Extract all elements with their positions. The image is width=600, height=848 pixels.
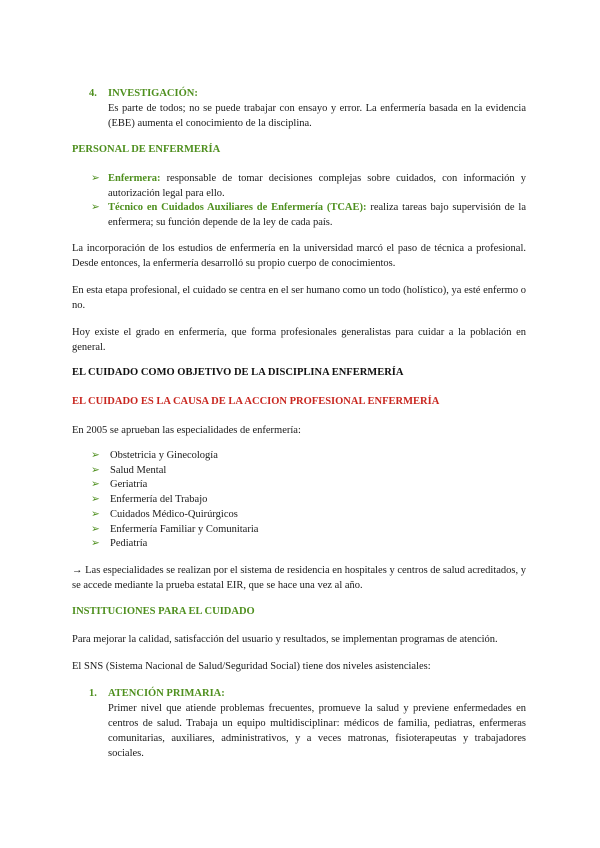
section-1-number: 1. (89, 688, 97, 699)
personal-item-enfermera (108, 171, 526, 201)
especialidades-list (91, 449, 511, 552)
bullet-arrow-icon: ➢ (91, 494, 100, 506)
list-item (91, 493, 511, 508)
list-item (91, 523, 511, 538)
especialidades-intro: En 2005 se aprueban las especialidades de enfermería: (72, 425, 301, 436)
personal-item-term: Técnico en Cuidados Auxiliares de Enfermería (TCAE): (108, 202, 367, 213)
personal-heading: PERSONAL DE ENFERMERÍA (72, 144, 221, 155)
list-item (91, 478, 511, 493)
bullet-arrow-icon: ➢ (91, 202, 100, 213)
paragraph: La incorporación de los estudios de enfermería en la universidad marcó el paso de técnica a profesional. Desde entonces, la enfermería desarrolló su propio cuerpo de conocimientos. (72, 243, 526, 269)
list-item-label: Enfermería Familiar y Comunitaria (110, 523, 259, 535)
cuidado-causa-heading: EL CUIDADO ES LA CAUSA DE LA ACCION PROFESIONAL ENFERMERÍA (72, 396, 440, 407)
personal-item-text: responsable de tomar decisiones complejas sobre cuidados, con información y autorización legal para ello. (108, 173, 526, 199)
section-4-text: Es parte de todos; no se puede trabajar con ensayo y error. La enfermería basada en la evidencia (EBE) aumenta el conocimiento de la disciplina. (108, 103, 526, 129)
list-item-label: Enfermería del Trabajo (110, 494, 208, 506)
bullet-arrow-icon: ➢ (91, 173, 100, 184)
list-item (91, 508, 511, 523)
cuidado-objetivo-heading: EL CUIDADO COMO OBJETIVO DE LA DISCIPLINA ENFERMERÍA (72, 367, 404, 378)
personal-item-tcae (108, 200, 526, 230)
section-4-number: 4. (89, 88, 97, 99)
bullet-arrow-icon: ➢ (91, 538, 100, 550)
instituciones-paragraph: El SNS (Sistema Nacional de Salud/Seguridad Social) tiene dos niveles asistenciales: (72, 661, 431, 672)
list-item-label: Pediatría (110, 538, 148, 550)
list-item-label: Cuidados Médico-Quirúrgicos (110, 508, 238, 520)
section-1-heading: ATENCIÓN PRIMARIA: (108, 688, 225, 699)
bullet-arrow-icon: ➢ (91, 479, 100, 491)
bullet-arrow-icon: ➢ (91, 508, 100, 520)
list-item-label: Salud Mental (110, 464, 167, 476)
bullet-arrow-icon: ➢ (91, 450, 100, 461)
section-1-text: Primer nivel que atiende problemas frecuentes, promueve la salud y previene enfermedades en centros de salud. Trabaja un equipo multidisciplinar: médicos de familia, pediatras, enfermeras comunitarias, auxiliares, administrativos, y a veces matronas, fisioterapeutas y trabajadores sociales. (108, 703, 526, 759)
bullet-arrow-icon: ➢ (91, 523, 100, 535)
bullet-arrow-icon: ➢ (91, 464, 100, 476)
personal-item-term: Enfermera: (108, 173, 161, 184)
list-item-label: Obstetricia y Ginecología (110, 450, 218, 461)
list-item (91, 449, 511, 464)
instituciones-heading: INSTITUCIONES PARA EL CUIDADO (72, 606, 255, 617)
list-item-label: Geriatría (110, 479, 148, 491)
personal-item-text: realiza tareas bajo supervisión de la enfermera; su función depende de la ley de cada país. (108, 202, 526, 228)
paragraph: Hoy existe el grado en enfermería, que forma profesionales generalistas para cuidar a la población en general. (72, 327, 526, 353)
section-4-heading: INVESTIGACIÓN: (108, 88, 198, 99)
list-item (91, 464, 511, 479)
instituciones-paragraph: Para mejorar la calidad, satisfacción del usuario y resultados, se implementan programas de atención. (72, 634, 498, 645)
especialidades-note: → Las especialidades se realizan por el sistema de residencia en hospitales y centros de salud acreditados, y se accede mediante la prueba estatal EIR, que se hace una vez al año. (72, 565, 526, 591)
list-item (91, 537, 511, 552)
paragraph: En esta etapa profesional, el cuidado se centra en el ser humano como un todo (holístico), ya esté enfermo o no. (72, 285, 526, 311)
